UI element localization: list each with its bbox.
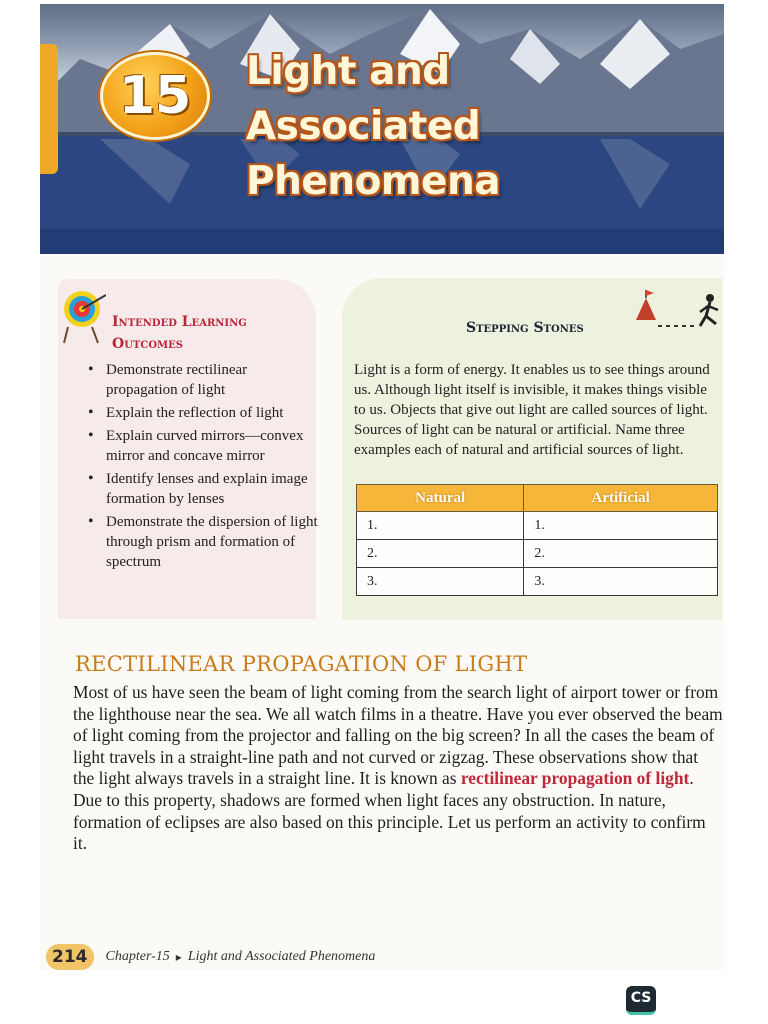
column-header-artificial: Artificial xyxy=(524,485,718,512)
chapter-title xyxy=(246,44,546,209)
table-row xyxy=(357,512,718,540)
table-row xyxy=(357,540,718,568)
table-header-row xyxy=(357,485,718,512)
page-footer xyxy=(46,944,375,970)
chapter-title-line: Phenomena xyxy=(246,159,501,204)
chevron-right-icon: ▸ xyxy=(175,950,182,964)
page-number: 214 xyxy=(46,944,94,970)
footer-chapter-title: Light and Associated Phenomena xyxy=(187,949,376,964)
column-header-natural: Natural xyxy=(357,485,524,512)
chapter-title-line: Associated xyxy=(246,104,481,149)
scanner-app-logo: CS xyxy=(626,986,656,1015)
chapter-number-badge: 15 xyxy=(100,52,210,140)
paragraph-text: . Due to this property, shadows are formed when light faces any obstruction. In nature, formation of eclipses are also based on this principle. Let us perform an activity to confirm it. xyxy=(73,768,706,854)
heading-line: Intended Learning xyxy=(112,314,247,330)
paragraph-text: Most of us have seen the beam of light coming from the search light of airport tower or from the lighthouse near the sea. We all watch films in a theatre. Have you ever observed the beam of light coming from the projector and falling on the big screen? In all the cases the beam of light travels in a straight-line path and not curved or zigzag. These observations show that the light always travels in a straight line. It is known as xyxy=(73,682,723,789)
list-item: • Explain curved mirrors—convex mirror and concave mirror xyxy=(84,426,318,466)
table-cell: 3. xyxy=(357,568,524,596)
section-title: RECTILINEAR PROPAGATION OF LIGHT xyxy=(75,652,528,676)
list-item: • Explain the reflection of light xyxy=(84,403,318,423)
table-cell: 2. xyxy=(357,540,524,568)
heading-line: Outcomes xyxy=(112,336,183,352)
target-icon xyxy=(62,287,106,345)
section-paragraph xyxy=(73,682,723,855)
textbook-page xyxy=(40,4,724,970)
stepping-stones-heading: Stepping Stones xyxy=(466,320,584,336)
side-tab xyxy=(40,44,58,174)
chapter-title-line: Light and xyxy=(246,49,450,94)
table-cell: 3. xyxy=(524,568,718,596)
sources-of-light-table xyxy=(356,484,718,596)
stepping-stones-text: Light is a form of energy. It enables us to see things around us. Although light itself is invisible, it makes things visible to us. Objects that give out light are called sources of light. Sources of light can be natural or artificial. Name three examples each of natural and artificial sources of light. xyxy=(354,362,710,458)
table-cell: 2. xyxy=(524,540,718,568)
list-item: • Demonstrate the dispersion of light through prism and formation of spectrum xyxy=(84,512,318,572)
learning-outcomes-list xyxy=(84,360,318,575)
key-term-highlight: rectilinear propagation of light xyxy=(460,768,690,789)
running-figure-icon xyxy=(628,290,724,334)
table-cell: 1. xyxy=(357,512,524,540)
learning-outcomes-heading xyxy=(112,311,312,355)
table-cell: 1. xyxy=(524,512,718,540)
list-item: • Demonstrate rectilinear propagation of light xyxy=(84,360,318,400)
list-item: • Identify lenses and explain image formation by lenses xyxy=(84,469,318,509)
table-row xyxy=(357,568,718,596)
footer-chapter-label: Chapter-15 xyxy=(105,949,170,964)
